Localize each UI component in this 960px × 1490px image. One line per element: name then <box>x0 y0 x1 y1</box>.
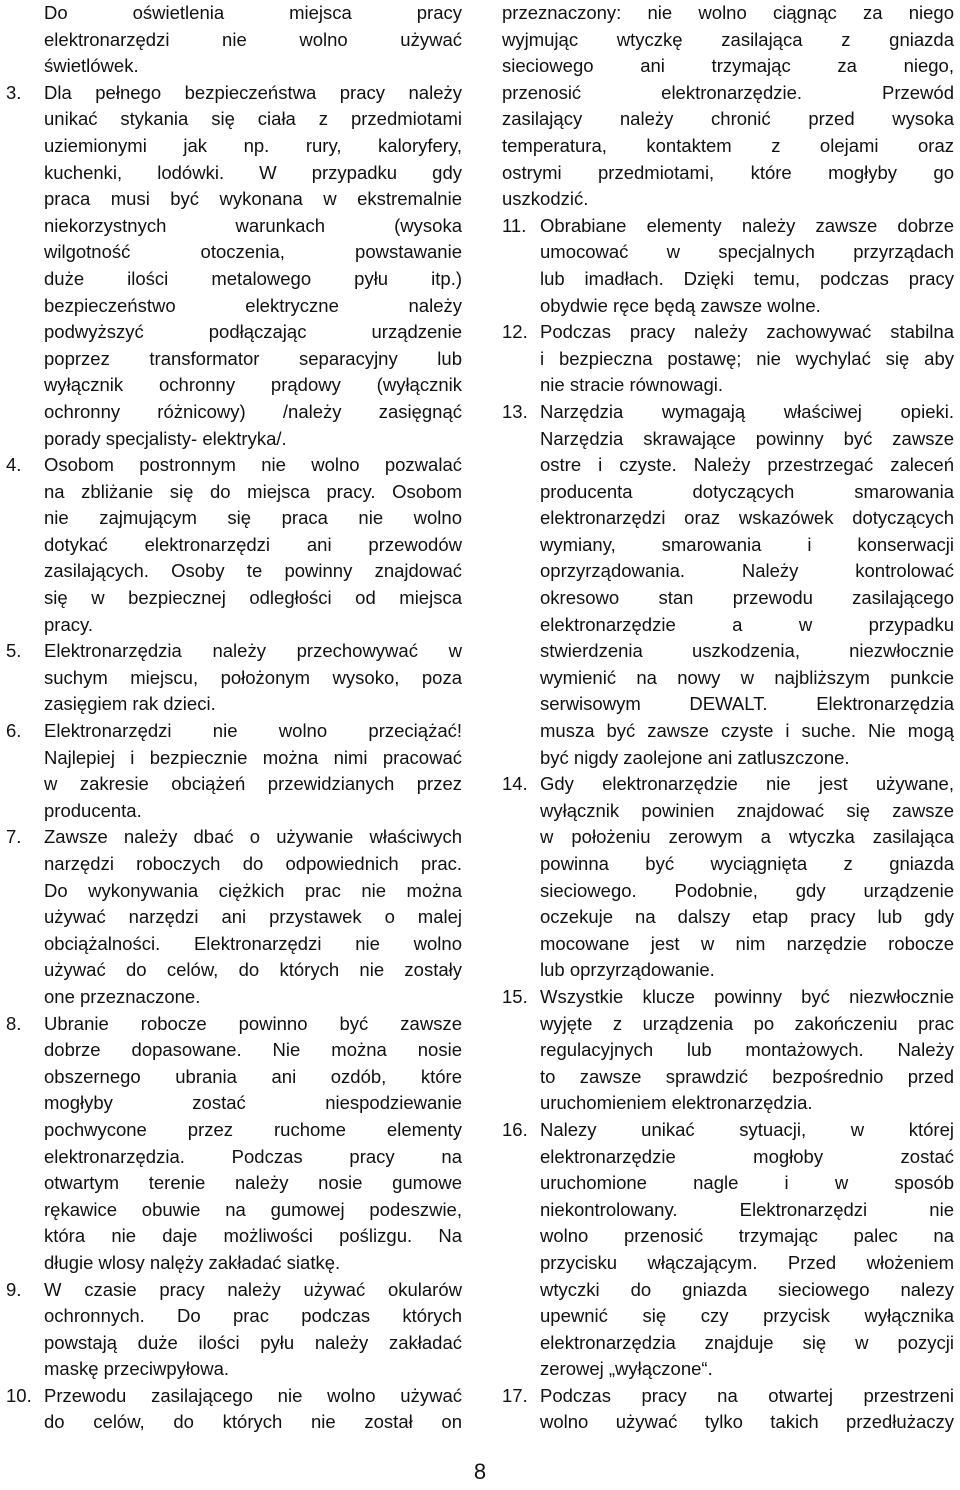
list-item-number: 4. <box>6 454 22 476</box>
text-line: do celów, do których nie został on <box>44 1411 462 1433</box>
list-item-number: 14. <box>502 773 528 795</box>
text-line: elektronarzędzi oraz wskazówek dotyczących <box>540 507 954 529</box>
text-line: zerowej „wyłączone“. <box>540 1358 713 1380</box>
list-item-number: 8. <box>6 1012 22 1034</box>
text-line: świetlówek. <box>44 55 139 77</box>
text-line: oprzyrządowania. Należy kontrolować <box>540 560 954 582</box>
right-continuation-paragraph <box>502 0 954 213</box>
text-line: ostre i czyste. Należy przestrzegać zaleceń <box>540 454 954 476</box>
text-line: uruchomieniem elektronarzędzia. <box>540 1092 813 1114</box>
text-line: serwisowym DEWALT. Elektronarzędzia <box>540 693 954 715</box>
text-line: używać narzędzi ani przystawek o malej <box>44 906 462 928</box>
text-line: wilgotność otoczenia, powstawanie <box>44 241 462 263</box>
list-item <box>6 638 462 718</box>
text-line: suchym miejscu, położonym wysoko, poza <box>44 666 462 688</box>
page-number: 8 <box>473 1459 487 1484</box>
list-item <box>6 1277 462 1383</box>
text-line: maskę przeciwpyłowa. <box>44 1358 230 1380</box>
text-line: Ubranie robocze powinno być zawsze <box>44 1012 462 1034</box>
text-line: zasilających. Osoby te powinny znajdować <box>44 560 462 582</box>
list-item-number: 6. <box>6 720 22 742</box>
text-line: obciążalności. Elektronarzędzi nie wolno <box>44 932 462 954</box>
left-numbered-list <box>6 80 462 1436</box>
text-line: mocowane jest w nim narzędzie robocze <box>540 932 954 954</box>
text-line: elektronarzędzie a w przypadku <box>540 613 954 635</box>
text-line: obydwie ręce będą zawsze wolne. <box>540 294 821 316</box>
text-line: w zakresie obciążeń przewidzianych przez <box>44 773 462 795</box>
list-item-number: 15. <box>502 985 528 1007</box>
list-item <box>502 319 954 399</box>
text-line: powinna być wyciągnięta z gniazda <box>540 853 954 874</box>
text-line: elektronarzędzia. Podczas pracy na <box>44 1145 462 1167</box>
text-line: przeznaczony: nie wolno ciągnąc za niego <box>502 2 954 23</box>
text-line: elektronarzędzia znajduje się w pozycji <box>540 1331 954 1353</box>
text-line: Zawsze należy dbać o używanie właściwych <box>44 826 462 848</box>
left-continuation-paragraph <box>6 0 462 80</box>
text-line: Elektronarzędzia należy przechowywać w <box>44 640 462 662</box>
text-line: niekontrolowany. Elektronarzędzi nie <box>540 1198 954 1220</box>
list-item-number: 7. <box>6 826 22 848</box>
text-line: mogłyby zostać niespodziewanie <box>44 1092 462 1114</box>
right-column <box>502 0 954 1436</box>
text-line: musza być zawsze czyste i suche. Nie mogą <box>540 720 954 742</box>
text-line: podwyższyć podłączając urządzenie <box>44 321 462 343</box>
text-line: bezpieczeństwo elektryczne należy <box>44 294 462 316</box>
text-line: lub imadłach. Dzięki temu, podczas pracy <box>540 267 954 289</box>
text-line: Osobom postronnym nie wolno pozwalać <box>44 454 462 476</box>
text-line: one przeznaczone. <box>44 985 201 1007</box>
text-line: wyłącznik ochronny prądowy (wyłącznik <box>44 374 462 396</box>
list-item-number: 12. <box>502 321 528 343</box>
text-line: narzędzi roboczych do odpowiednich prac. <box>44 853 462 874</box>
text-line: Narzędzia skrawające powinny być zawsze <box>540 427 954 449</box>
text-line: używać do celów, do których nie zostały <box>44 959 462 981</box>
text-line: na zbliżanie się do miejsca pracy. Osobom <box>44 480 462 502</box>
text-line: temperatura, kontaktem z olejami oraz <box>502 134 954 156</box>
text-line: w położeniu zerowym a wtyczka zasilająca <box>540 826 954 848</box>
text-line: wymiany, smarowania i konserwacji <box>540 533 954 555</box>
list-item <box>6 718 462 824</box>
text-line: wymienić na nowy w najbliższym punkcie <box>540 666 954 688</box>
list-item-number: 9. <box>6 1278 22 1300</box>
text-line: lub oprzyrządowanie. <box>540 959 715 981</box>
text-line: która nie daje możliwości poślizgu. Na <box>44 1225 462 1247</box>
text-line: Podczas pracy należy zachowywać stabilna <box>540 321 954 343</box>
text-line: unikać stykania się ciała z przedmiotami <box>44 108 462 130</box>
text-line: być nigdy zaolejone ani zatluszczone. <box>540 746 850 768</box>
text-line: poprzez transformator separacyjny lub <box>44 347 462 369</box>
text-line: i bezpieczna postawę; nie wychylać się aby <box>540 347 954 369</box>
text-line: upewnić się czy przycisk wyłącznika <box>540 1305 954 1327</box>
text-line: Najlepiej i bezpiecznie można nimi pracować <box>44 746 462 768</box>
text-line: powstają duże ilości pyłu należy zakładać <box>44 1331 462 1353</box>
list-item <box>6 452 462 638</box>
list-item-number: 10. <box>6 1384 32 1406</box>
text-line: Do oświetlenia miejsca pracy <box>44 2 462 23</box>
text-line: się w bezpiecznej odległości od miejsca <box>44 587 462 609</box>
list-item <box>502 1117 954 1383</box>
text-line: niekorzystnych warunkach (wysoka <box>44 214 462 236</box>
text-line: regulacyjnych lub montażowych. Należy <box>540 1039 954 1061</box>
text-line: wyjęte z urządzenia po zakończeniu prac <box>540 1012 954 1034</box>
list-item <box>6 824 462 1010</box>
right-numbered-list <box>502 213 954 1436</box>
text-line: wtyczki do gniazda sieciowego nalezy <box>540 1278 954 1300</box>
list-item <box>6 1383 462 1436</box>
text-line: zasięgiem rak dzieci. <box>44 693 216 715</box>
text-line: Gdy elektronarzędzie nie jest używane, <box>540 773 954 795</box>
text-line: Wszystkie klucze powinny być niezwłocznie <box>540 985 954 1007</box>
text-line: otwartym terenie należy nosie gumowe <box>44 1172 462 1194</box>
list-item <box>502 399 954 771</box>
text-line: producenta. <box>44 799 142 821</box>
list-item <box>6 80 462 452</box>
text-line: rękawice obuwie na gumowej podeszwie, <box>44 1198 462 1220</box>
text-line: W czasie pracy należy używać okularów <box>44 1278 462 1300</box>
text-line: wyłącznik powinien znajdować się zawsze <box>540 799 954 821</box>
text-line: ochronny różnicowy) /należy zasięgnąć <box>44 400 462 422</box>
list-item-number: 13. <box>502 400 528 422</box>
text-line: długie wlosy nalęży zakładać siatkę. <box>44 1251 341 1273</box>
text-line: ostrymi przedmiotami, które mogłyby go <box>502 161 954 183</box>
list-item-number: 3. <box>6 81 22 103</box>
list-item-number: 11. <box>502 214 527 236</box>
text-line: Dla pełnego bezpieczeństwa pracy należy <box>44 81 462 103</box>
text-line: uziemionymi jak np. rury, kaloryfery, <box>44 134 462 156</box>
text-line: okresowo stan przewodu zasilającego <box>540 587 954 609</box>
text-line: uszkodzić. <box>502 188 589 210</box>
list-item <box>502 771 954 984</box>
list-item <box>6 1011 462 1277</box>
text-line: Narzędzia wymagają właściwej opieki. <box>540 400 954 422</box>
list-item <box>502 1383 954 1436</box>
text-line: obszernego ubrania ani ozdób, które <box>44 1065 462 1087</box>
text-line: Nalezy unikać sytuacji, w której <box>540 1118 954 1140</box>
list-item-number: 16. <box>502 1118 528 1140</box>
text-line: wolno używać tylko takich przedłużaczy <box>540 1411 954 1433</box>
list-item-number: 5. <box>6 640 22 662</box>
text-line: zasilający należy chronić przed wysoka <box>502 108 954 130</box>
text-line: elektronarzędzi nie wolno używać <box>44 28 462 50</box>
text-line: porady specjalisty- elektryka/. <box>44 427 287 449</box>
text-line: ochronnych. Do prac podczas których <box>44 1305 462 1327</box>
text-line: dotykać elektronarzędzi ani przewodów <box>44 533 462 555</box>
text-line: Obrabiane elementy należy zawsze dobrze <box>540 214 954 236</box>
text-line: producenta dotyczących smarowania <box>540 480 954 502</box>
text-line: to zawsze sprawdzić bezpośrednio przed <box>540 1065 954 1087</box>
text-line: przycisku włączającym. Przed włożeniem <box>540 1251 954 1273</box>
text-line: pracy. <box>44 613 94 635</box>
text-line: oczekuje na dalszy etap pracy lub gdy <box>540 906 954 928</box>
text-line: Elektronarzędzi nie wolno przeciążać! <box>44 720 462 742</box>
list-item-number: 17. <box>502 1384 528 1406</box>
text-line: Podczas pracy na otwartej przestrzeni <box>540 1384 954 1406</box>
text-line: nie zajmującym się praca nie wolno <box>44 507 462 529</box>
text-line: Przewodu zasilającego nie wolno używać <box>44 1384 462 1406</box>
text-line: wolno przenosić trzymając palec na <box>540 1225 954 1247</box>
text-line: sieciowego ani trzymając za niego, <box>502 55 954 77</box>
text-line: nie stracie równowagi. <box>540 374 724 396</box>
text-line: praca musi być wykonana w ekstremalnie <box>44 188 462 210</box>
text-line: stwierdzenia uszkodzenia, niezwłocznie <box>540 640 954 662</box>
text-line: uruchomione nagle i w sposób <box>540 1172 954 1194</box>
text-line: kuchenki, lodówki. W przypadku gdy <box>44 161 462 183</box>
text-line: duże ilości metalowego pyłu itp.) <box>44 267 462 289</box>
text-line: wyjmując wtyczkę zasilająca z gniazda <box>502 28 954 50</box>
list-item <box>502 213 954 319</box>
text-line: Do wykonywania ciężkich prac nie można <box>44 879 462 901</box>
list-item <box>502 984 954 1117</box>
text-line: sieciowego. Podobnie, gdy urządzenie <box>540 879 954 901</box>
text-line: elektronarzędzie mogłoby zostać <box>540 1145 954 1167</box>
left-column <box>6 0 462 1436</box>
text-line: dobrze dopasowane. Nie można nosie <box>44 1039 462 1061</box>
text-line: umocować w specjalnych przyrządach <box>540 241 954 263</box>
text-line: pochwycone przez ruchome elementy <box>44 1118 462 1140</box>
text-line: przenosić elektronarzędzie. Przewód <box>502 81 954 103</box>
